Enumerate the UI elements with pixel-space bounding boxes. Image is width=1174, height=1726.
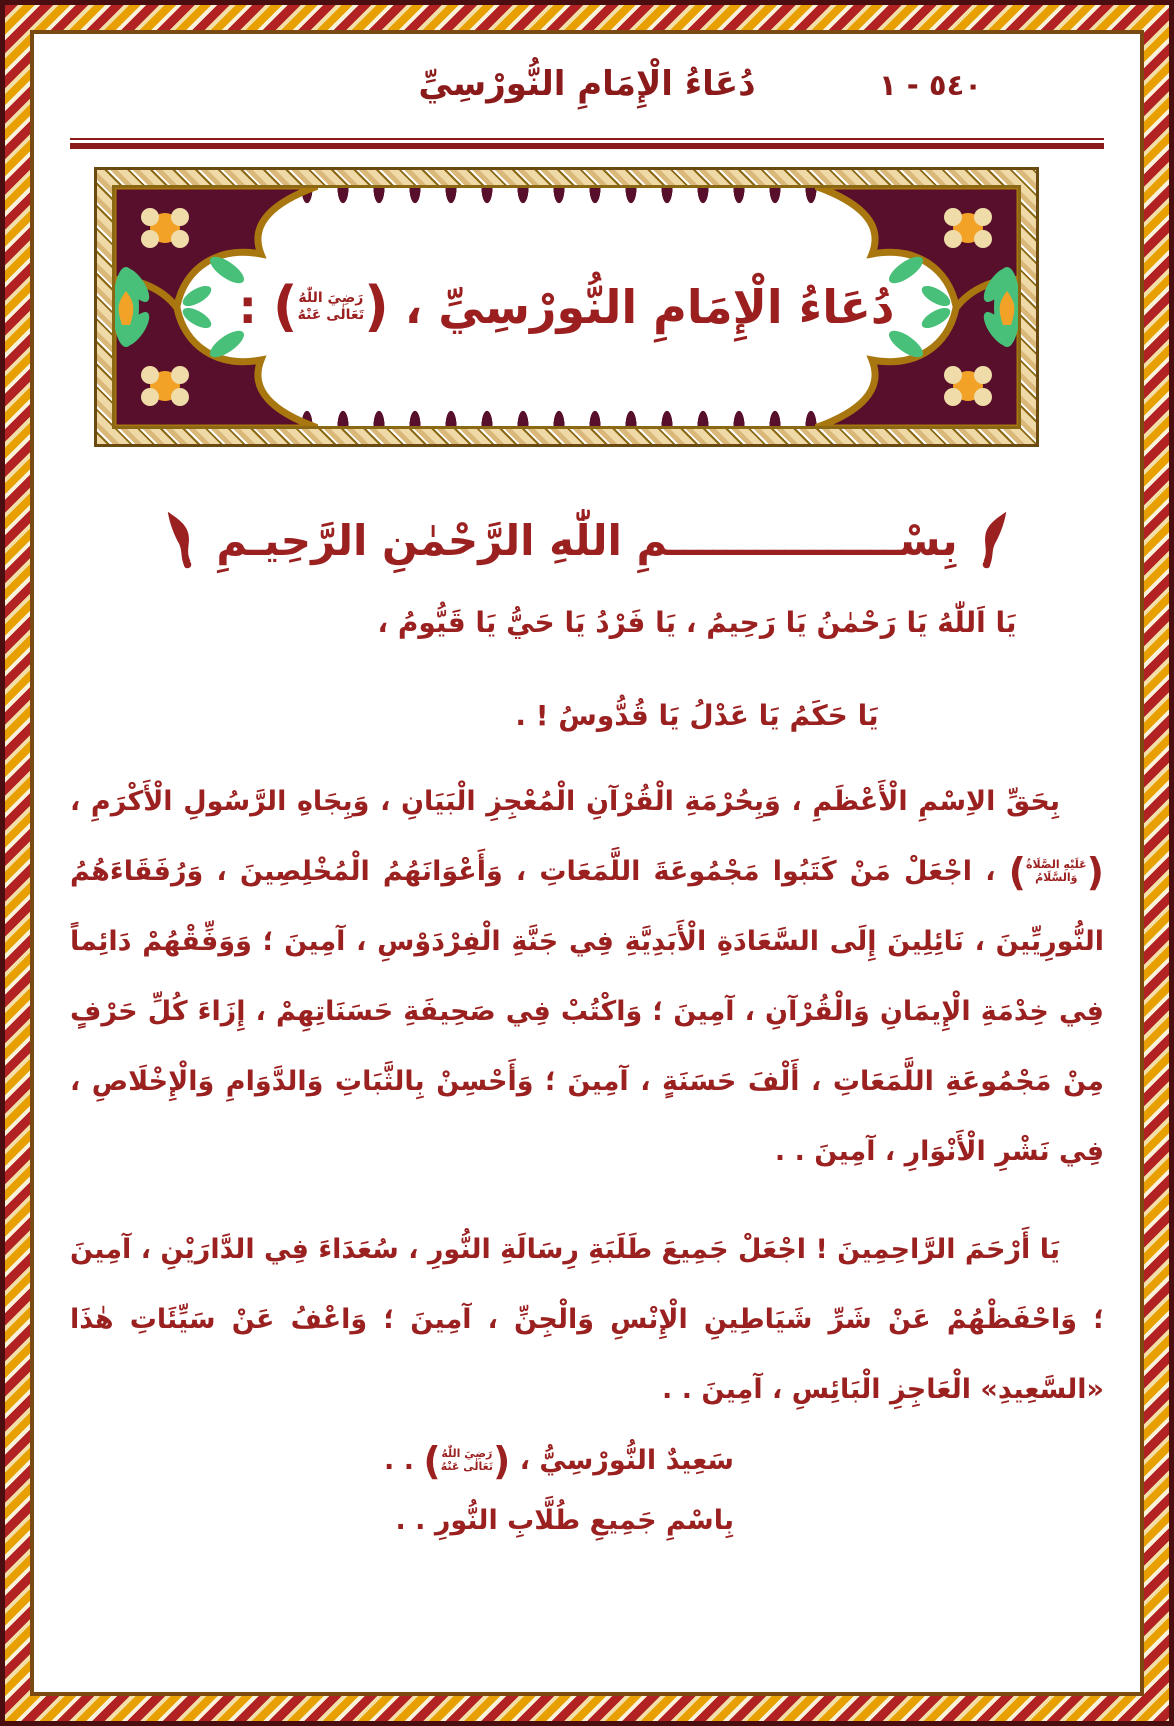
prayer-paragraph-2: يَا أَرْحَمَ الرَّاحِمِينَ ! اجْعَلْ جَمِيعَ طَلَبَةِ رِسَالَةِ النُّورِ ، سُعَدَاءَ فِي الدَّارَيْنِ ، آمِينَ ؛ وَاحْفَظْهُمْ عَنْ شَرِّ شَيَاطِينِ الْإِنْسِ وَالْجِنِّ ، آمِينَ ؛ وَاعْفُ عَنْ سَيِّئَاتِ هٰذَا «السَّعِيدِ» الْعَاجِزِ الْبَائِسِ ، آمِينَ . . [70,1233,1104,1405]
seal-line-top: عَلَيْهِ الصَّلَاةُ [1026,858,1087,872]
seal-paren-open: ( [492,1439,511,1484]
seal-text [441,1448,493,1473]
prayer-paragraph-1 [70,767,1104,1187]
paragraph1-text-a: بِحَقِّ الاِسْمِ الْأَعْظَمِ ، وَبِحُرْمَةِ الْقُرْآنِ الْمُعْجِزِ الْبَيَانِ ، وَبِجَاهِ الرَّسُولِ الْأَكْرَمِ ، [70,785,1060,817]
page-title: دُعَاءُ الْإِمَامِ النُّورْسِيِّ [418,64,756,104]
radiallahu-anhu-seal [423,1439,511,1484]
header-divider-thick [70,143,1104,149]
seal-line-bottom: تَعَالٰى عَنْهُ [297,307,365,323]
box-title-text: دُعَاءُ الْإِمَامِ النُّورْسِيِّ ، [404,280,895,334]
seal-paren-open: ( [1086,850,1104,895]
title-ornament-inner [112,185,1021,429]
box-title-colon: : [238,280,257,334]
title-ornament-frame [94,167,1039,447]
paragraph1-text-b: ، اجْعَلْ مَنْ كَتَبُوا مَجْمُوعَةَ اللَّمَعَاتِ ، وَأَعْوَانَهُمُ الْمُخْلِصِينَ ، وَرُفَقَاءَهُمُ النُّورِيِّينَ ، نَائِلِينَ إِلَى السَّعَادَةِ الْأَبَدِيَّةِ فِي جَنَّةِ الْفِرْدَوْسِ ، آمِينَ ؛ وَوَفِّقْهُمْ دَائِماً فِي خِدْمَةِ الْإِيمَانِ وَالْقُرْآنِ ، آمِينَ ؛ وَاكْتُبْ فِي صَحِيفَةِ حَسَنَاتِهِمْ ، إِزَاءَ كُلِّ حَرْفٍ مِنْ مَجْمُوعَةِ اللَّمَعَاتِ ، أَلْفَ حَسَنَةٍ ، آمِينَ ؛ وَأَحْسِنْ بِالثَّبَاتِ وَالدَّوَامِ وَالْإِخْلَاصِ ، فِي نَشْرِ الْأَنْوَارِ ، آمِينَ . . [70,855,1104,1167]
seal-line-bottom: وَالسَّلَامُ [1035,871,1078,885]
seal-paren-open: ( [364,275,389,338]
signature-name: سَعِيدٌ النُّورْسِيُّ ، [519,1444,734,1476]
seal-line-top: رَضِيَ اللّٰهُ [298,290,364,307]
signature-line-2: بِاسْمِ جَمِيعِ طُلَّابِ النُّورِ . . [395,1504,734,1536]
ornament-box-title [115,188,1018,426]
radiallahu-anhu-seal [272,275,389,338]
basmala-text: بِسْــــــــــــــــمِ اللّٰهِ الرَّحْمٰنِ الرَّحِيـمِ [216,515,958,565]
calligraphy-bracket-icon [978,509,1010,571]
seal-paren-close: ) [272,275,298,338]
page-number: ٥٤٠ - ١ [878,68,982,102]
basmala [70,509,1104,571]
seal-text [1026,859,1087,884]
alayhissalatu-wassalam-seal [1008,850,1104,895]
header-divider-thin [70,138,1104,140]
calligraphy-bracket-icon [164,509,196,571]
signature-block [70,1431,734,1551]
page [30,30,1144,1696]
seal-paren-close: ) [1008,850,1027,895]
header [70,64,1104,118]
signature-dots: . . [384,1444,414,1476]
seal-line-top: رَضِيَ اللّٰهُ [441,1447,493,1461]
invocation-line-1: يَا اَللّٰهُ يَا رَحْمٰنُ يَا رَحِيمُ ، يَا فَرْدُ يَا حَيُّ يَا قَيُّومُ ، [377,606,1017,639]
seal-text [298,290,364,324]
seal-line-bottom: تَعَالٰى عَنْهُ [440,1460,493,1474]
seal-paren-close: ) [423,1439,441,1484]
invocation-line-2: يَا حَكَمُ يَا عَدْلُ يَا قُدُّوسُ ! . [515,698,879,732]
signature-line-1 [70,1431,734,1491]
